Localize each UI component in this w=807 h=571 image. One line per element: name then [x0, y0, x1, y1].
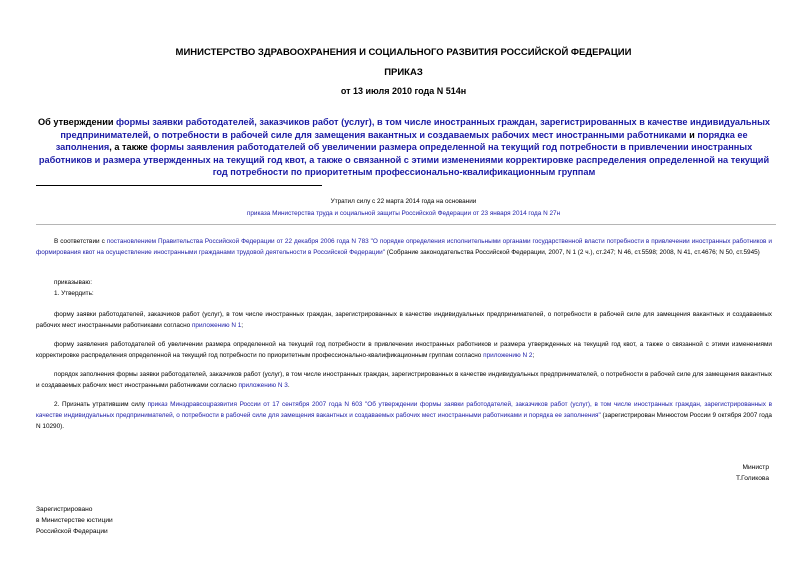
- preamble-paragraph: [36, 236, 772, 258]
- item-1-heading: 1. Утвердить:: [54, 290, 94, 297]
- item-1-form-2: [36, 339, 772, 361]
- form-2-end: ;: [532, 352, 535, 359]
- preamble-link-decree-783[interactable]: постановлением Правительства Российской Федерации от 22 декабря 2006 года N 783 "О порядке определения исполнительными органами государственной власти потребности в привлечении иностранных работников и формирования квот на осуществление иностранными гражданами трудовой деятельности в Российской Федерации": [36, 238, 773, 256]
- note-divider: [36, 224, 776, 225]
- item-1-form-1: [36, 309, 772, 331]
- item-1-procedure: [36, 369, 772, 391]
- title-text-2: и: [686, 129, 698, 140]
- form-1-end: ;: [241, 322, 244, 329]
- registration-block: [36, 504, 113, 537]
- document-type: ПРИКАЗ: [384, 67, 423, 78]
- signature-position: Министр: [742, 464, 769, 471]
- order-word: приказываю:: [54, 279, 92, 286]
- preamble-text-2: (Собрание законодательства Российской Федерации, 2007, N 1 (2 ч.), ст.247; N 46, ст.5598; 2008, N 41, ст.4676; N 50, ст.5945): [384, 249, 760, 256]
- order-603-link[interactable]: приказ Минздравсоцразвития России от 17 сентября 2007 года N 603 "Об утверждении формы заявки работодателей, заказчиков работ (услуг), в том числе иностранных граждан, зарегистрированных в качестве индивидуальных предпринимателей, о потребности в рабочей силе для замещения вакантных и создаваемых рабочих мест иностранными работниками и порядка ее заполнения": [36, 401, 772, 419]
- form-2-text: форму заявления работодателей об увеличении размера определенной на текущий год потребности в привлечении иностранных работников и размера утвержденных на текущий год квот, а также о связанной с этими изменениями корректировке распределения определенной на текущий год потребности по приоритетным профессионально-квалификационным группам согласно: [36, 341, 772, 359]
- preamble-text-1: В соответствии с: [54, 238, 107, 245]
- title-link-form-application[interactable]: формы заявки работодателей, заказчиков работ (услуг), в том числе иностранных граждан, зарегистрированных в качестве индивидуальных предпринимателей, о потребности в рабочей силе для замещения вакантных и создаваемых рабочих мест иностранными работниками: [60, 117, 771, 140]
- appendix-1-link[interactable]: приложению N 1: [191, 322, 242, 329]
- signature-name: Т.Голикова: [735, 475, 769, 482]
- signature-block: [736, 462, 769, 484]
- form-1-text: форму заявки работодателей, заказчиков работ (услуг), в том числе иностранных граждан, зарегистрированных в качестве индивидуальных предпринимателей, о потребности в рабочей силе для замещения вакантных и создаваемых рабочих мест иностранными работниками согласно: [36, 311, 772, 329]
- ministry-heading: МИНИСТЕРСТВО ЗДРАВООХРАНЕНИЯ И СОЦИАЛЬНОГО РАЗВИТИЯ РОССИЙСКОЙ ФЕДЕРАЦИИ: [175, 47, 632, 58]
- lost-force-note: [0, 196, 807, 220]
- document-title: [36, 116, 772, 179]
- lost-force-link[interactable]: приказа Министерства труда и социальной защиты Российской Федерации от 23 января 2014 года N 27н: [246, 210, 561, 217]
- procedure-end: .: [287, 382, 290, 389]
- item-2-text-2: (зарегистрирован Минюстом России 9 октября 2007 года N 10290).: [36, 412, 772, 430]
- item-2-paragraph: [36, 399, 772, 432]
- item-2-text-1: 2. Признать утратившим силу: [54, 401, 148, 408]
- procedure-text: порядок заполнения формы заявки работодателей, заказчиков работ (услуг), в том числе иностранных граждан, зарегистрированных в качестве индивидуальных предпринимателей, о потребности в рабочей силе для замещения вакантных и создаваемых рабочих мест иностранными работниками согласно: [36, 371, 772, 389]
- title-link-form-statement[interactable]: формы заявления работодателей об увеличении размера определенной на текущий год потребности в привлечении иностранных работников и размера утвержденных на текущий год квот, а также о связанной с этими изменениями корректировке распределения определенной на текущий год потребности по приоритетным профессионально-квалификационным группам: [38, 142, 770, 177]
- title-text-1: Об утверждении: [37, 117, 117, 127]
- title-text-3: , а также: [109, 142, 151, 152]
- title-link-fill-procedure[interactable]: порядка ее заполнения: [55, 129, 748, 152]
- registration-line-2: в Министерстве юстиции: [36, 517, 113, 524]
- title-divider: [36, 185, 322, 186]
- registration-line-1: Зарегистрировано: [36, 506, 93, 513]
- appendix-2-link[interactable]: приложению N 2: [483, 352, 533, 359]
- lost-force-text: Утратил силу с 22 марта 2014 года на основании: [330, 198, 477, 205]
- registration-line-3: Российской Федерации: [36, 528, 108, 535]
- appendix-3-link[interactable]: приложению N 3: [238, 382, 288, 389]
- document-date-number: от 13 июля 2010 года N 514н: [340, 86, 467, 96]
